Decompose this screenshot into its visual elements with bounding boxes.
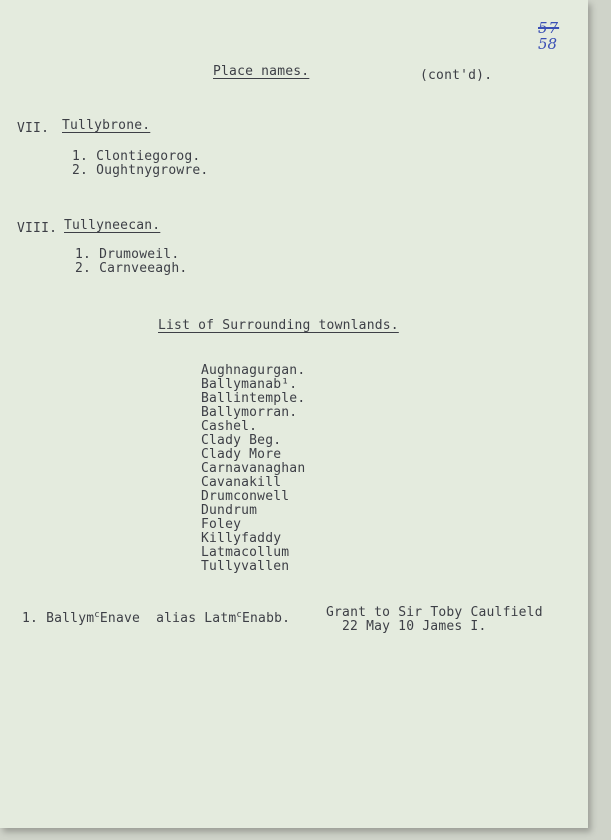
current-page-number: 58 <box>538 35 558 53</box>
list-item: Clady Beg. <box>201 433 282 448</box>
footnote-name-a: Ballym$^c$Enave <box>46 610 141 626</box>
list-item: Tullyvallen <box>201 559 290 574</box>
list-item: Latmacollum <box>201 545 290 560</box>
list-item: 2. Oughtnygrowre. <box>72 163 209 178</box>
list-item: Ballymanab¹. <box>201 377 298 392</box>
section-numeral: VIII. <box>17 221 58 236</box>
struck-page-number: 57 <box>538 19 560 37</box>
list-item: 1. Clontiegorog. <box>72 149 201 164</box>
townlands-list <box>201 364 305 574</box>
section-numeral: VII. <box>17 121 50 136</box>
list-item: Ballymorran. <box>201 405 298 420</box>
page-title: Place names. <box>213 64 310 79</box>
section-heading: Tullyneecan. <box>64 218 161 233</box>
footnote-grant <box>326 606 543 634</box>
list-item: 1. Drumoweil. <box>75 247 180 262</box>
section-heading: Tullybrone. <box>62 118 151 133</box>
footnote-alias: alias <box>156 611 197 626</box>
list-item: Cavanakill <box>201 475 282 490</box>
section-list <box>72 150 208 178</box>
list-item: Foley <box>201 517 242 532</box>
grant-line: Grant to Sir Toby Caulfield <box>326 605 543 620</box>
list-item: Aughnagurgan. <box>201 363 306 378</box>
grant-line: 22 May 10 James I. <box>342 619 487 634</box>
footnote-number: 1. <box>22 611 39 626</box>
list-item: Dundrum <box>201 503 258 518</box>
continued-label: (cont'd). <box>420 68 493 83</box>
list-item: Cashel. <box>201 419 258 434</box>
list-item: Carnavanaghan <box>201 461 306 476</box>
townlands-heading: List of Surrounding townlands. <box>158 318 399 333</box>
footnote-name-b: Latm$^c$Enabb. <box>204 610 291 626</box>
list-item: Drumconwell <box>201 489 290 504</box>
list-item: Ballintemple. <box>201 391 306 406</box>
list-item: 2. Carnveeagh. <box>75 261 188 276</box>
list-item: Killyfaddy <box>201 531 282 546</box>
section-list <box>75 248 187 276</box>
list-item: Clady More <box>201 447 282 462</box>
footnote-entry <box>22 610 290 626</box>
page-number <box>538 20 559 52</box>
